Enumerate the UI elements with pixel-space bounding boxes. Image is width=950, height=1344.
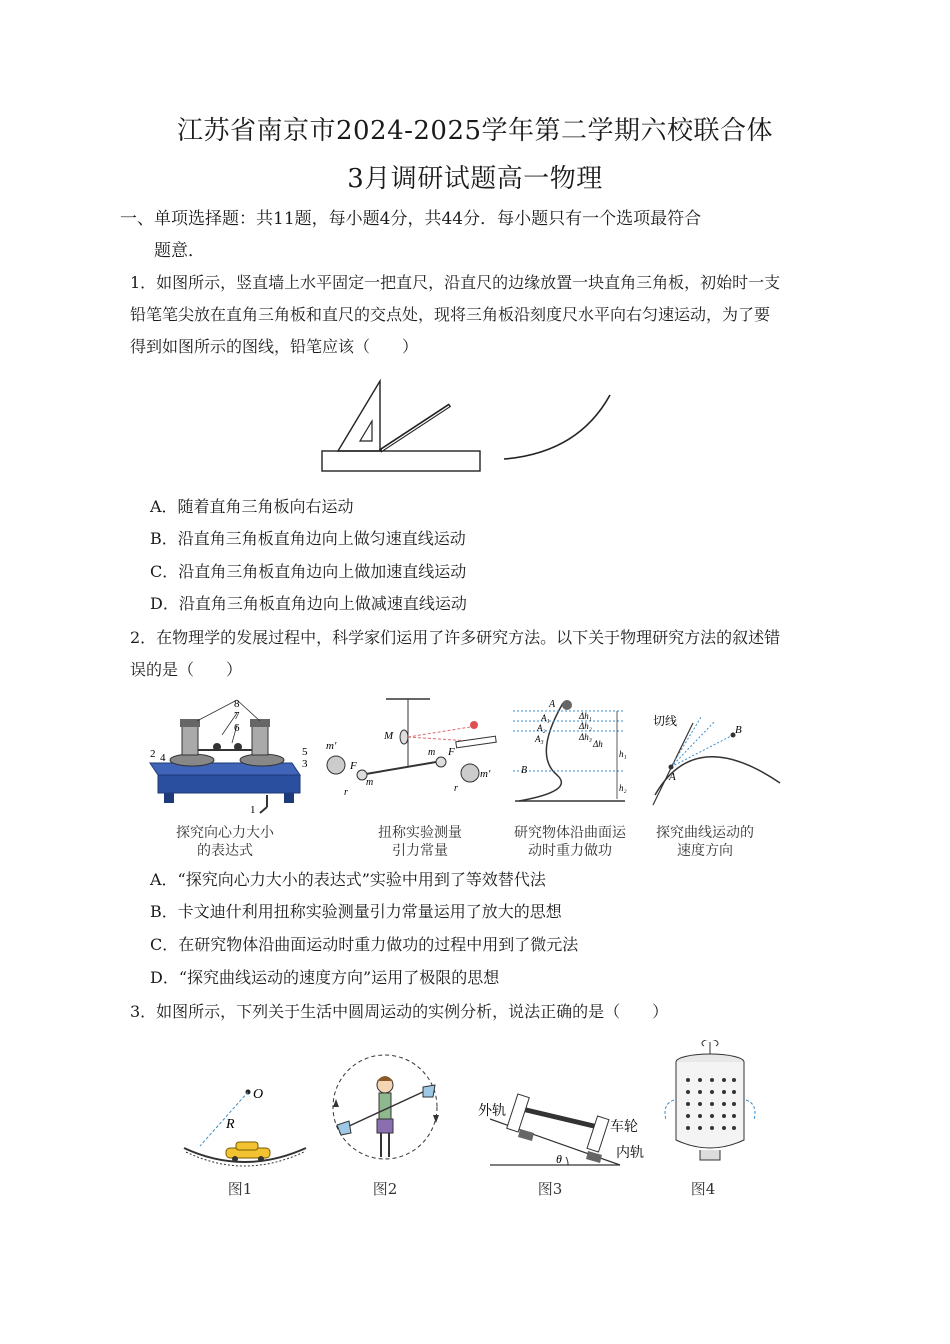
torsion-label-r-2: r [454,783,458,794]
fig3-label-wheel: 车轮 [610,1120,638,1135]
apparatus-label-7: 7 [234,710,240,722]
tangent-line [653,723,693,805]
q2-option-b[interactable]: B．卡文迪什利用扭称实验测量引力常量运用了放大的思想 [150,902,562,921]
apparatus-label-4: 4 [160,752,166,764]
torsion-label-M: M [384,730,394,742]
curve-label-A1: A₁ [541,713,550,723]
q2-figure-torsion-balance [320,695,500,820]
q1-figure [318,375,618,475]
torsion-label-F-2: F [448,746,455,758]
curve-label-h2: h₂ [619,783,627,793]
question-2-stem [130,622,820,686]
torsion-label-F-1: F [350,760,357,772]
torsion-label-r-1: r [344,787,348,798]
fig1-label-O: O [253,1087,264,1102]
wheel-outer [507,1094,530,1132]
bucket-left [337,1121,351,1135]
bucket-right [423,1085,435,1097]
inner-rail [586,1151,602,1163]
q2-option-d[interactable]: D．“探究曲线运动的速度方向”运用了极限的思想 [150,968,500,987]
q2-figure-curve-work [505,695,635,820]
section-heading-line1: 一、单项选择题：共11题，每小题4分，共44分．每小题只有一个选项最符合 [120,209,702,229]
q1-option-d[interactable]: D．沿直角三角板直角边向上做减速直线运动 [150,594,467,613]
curve-label-h1: h₁ [619,749,627,759]
q2-figure-centripetal-apparatus [142,695,312,820]
curve-label-A: A [549,699,556,710]
q1-line3: 得到如图所示的图线，铅笔应该（ ） [130,337,419,356]
ball [562,700,572,710]
apparatus-label-3: 3 [302,758,308,770]
curve-label-dh: Δh [593,739,603,749]
fig1-label-R: R [226,1117,235,1132]
water-spray-left [665,1100,674,1120]
curve-label-A3: A₃ [535,734,544,744]
scale [456,736,496,748]
q3-figure-2 [325,1045,445,1175]
q1-line1: 1．如图所示，竖直墙上水平固定一把直尺，沿直尺的边缘放置一块直角三角板，初始时一支 [130,273,781,292]
torsion-label-m-prime-2: m′ [480,768,491,780]
apparatus-label-5: 5 [302,746,308,758]
apparatus-label-8: 8 [234,698,240,710]
q2-option-c[interactable]: C．在研究物体沿曲面运动时重力做功的过程中用到了微元法 [150,935,579,954]
torsion-label-m-2: m [428,747,436,758]
apparatus-label-2: 2 [150,748,156,760]
ruler [322,451,480,471]
q3-caption-1: 图1 [227,1180,253,1198]
outer-rail [518,1129,534,1141]
tangent-label-B: B [735,724,742,736]
curve-label-B: B [521,765,528,776]
fig3-label-inner-rail: 内轨 [616,1146,644,1161]
q1-option-b[interactable]: B．沿直角三角板直角边向上做匀速直线运动 [150,529,466,548]
torsion-label-m-prime-1: m′ [326,740,337,752]
q2-option-a[interactable]: A．“探究向心力大小的表达式”实验中用到了等效替代法 [150,870,546,889]
apparatus-label-6: 6 [234,722,240,734]
q3-figure-3 [470,1075,655,1170]
q2-caption-2: 扭称实验测量 引力常量 [378,825,462,859]
question-3-stem [130,996,820,1028]
curve-label-dh1: Δh₁ [579,711,592,721]
set-square [338,381,380,451]
q2-caption-1: 探究向心力大小 的表达式 [176,825,274,859]
q2-line2: 误的是（ ） [130,660,243,679]
trajectory-curve [504,395,610,459]
tangent-label-A: A [669,771,676,783]
water-spray-right [746,1100,755,1120]
axle [522,1109,598,1127]
section-heading [120,203,701,267]
document-title-line1: 江苏省南京市2024-2025学年第二学期六校联合体 [176,116,774,146]
question-1-stem [130,267,820,363]
light-source [470,721,478,729]
fig3-label-outer-rail: 外轨 [478,1104,506,1119]
document-title-line2: 3月调研试题高一物理 [347,164,603,194]
curve-label-dh3: Δh₃ [579,732,592,742]
wheel-inner [587,1116,609,1152]
torsion-label-m-1: m [366,777,374,788]
q2-line1: 2．在物理学的发展过程中，科学家们运用了许多研究方法。以下关于物理研究方法的叙述错 [130,628,781,647]
set-square-hole [360,421,372,441]
section-heading-line2: 题意． [154,241,205,261]
curve-label-A2: A₂ [537,723,546,733]
tangent-label: 切线 [653,714,678,728]
q2-figure-tangent [635,705,790,820]
q3-caption-2: 图2 [372,1180,398,1198]
q1-line2: 铅笔笔尖放在直角三角板和直尺的交点处，现将三角板沿刻度尺水平向右匀速运动，为了要 [130,305,771,324]
curve-label-dh2: Δh₂ [579,721,592,731]
q3-figure-1 [180,1080,310,1170]
q2-caption-4: 探究曲线运动的 速度方向 [656,825,754,859]
q3-figure-4 [660,1040,760,1170]
q2-caption-3: 研究物体沿曲面运 动时重力做功 [514,825,626,859]
apparatus-label-1: 1 [250,804,256,816]
q3-caption-3: 图3 [537,1180,563,1198]
q3-line1: 3．如图所示，下列关于生活中圆周运动的实例分析，说法正确的是（ ） [130,1002,669,1021]
q1-option-a[interactable]: A．随着直角三角板向右运动 [150,497,354,516]
q1-option-c[interactable]: C．沿直角三角板直角边向上做加速直线运动 [150,562,467,581]
mirror [400,730,408,744]
q3-caption-4: 图4 [690,1180,716,1198]
fig3-label-theta: θ [556,1152,562,1166]
